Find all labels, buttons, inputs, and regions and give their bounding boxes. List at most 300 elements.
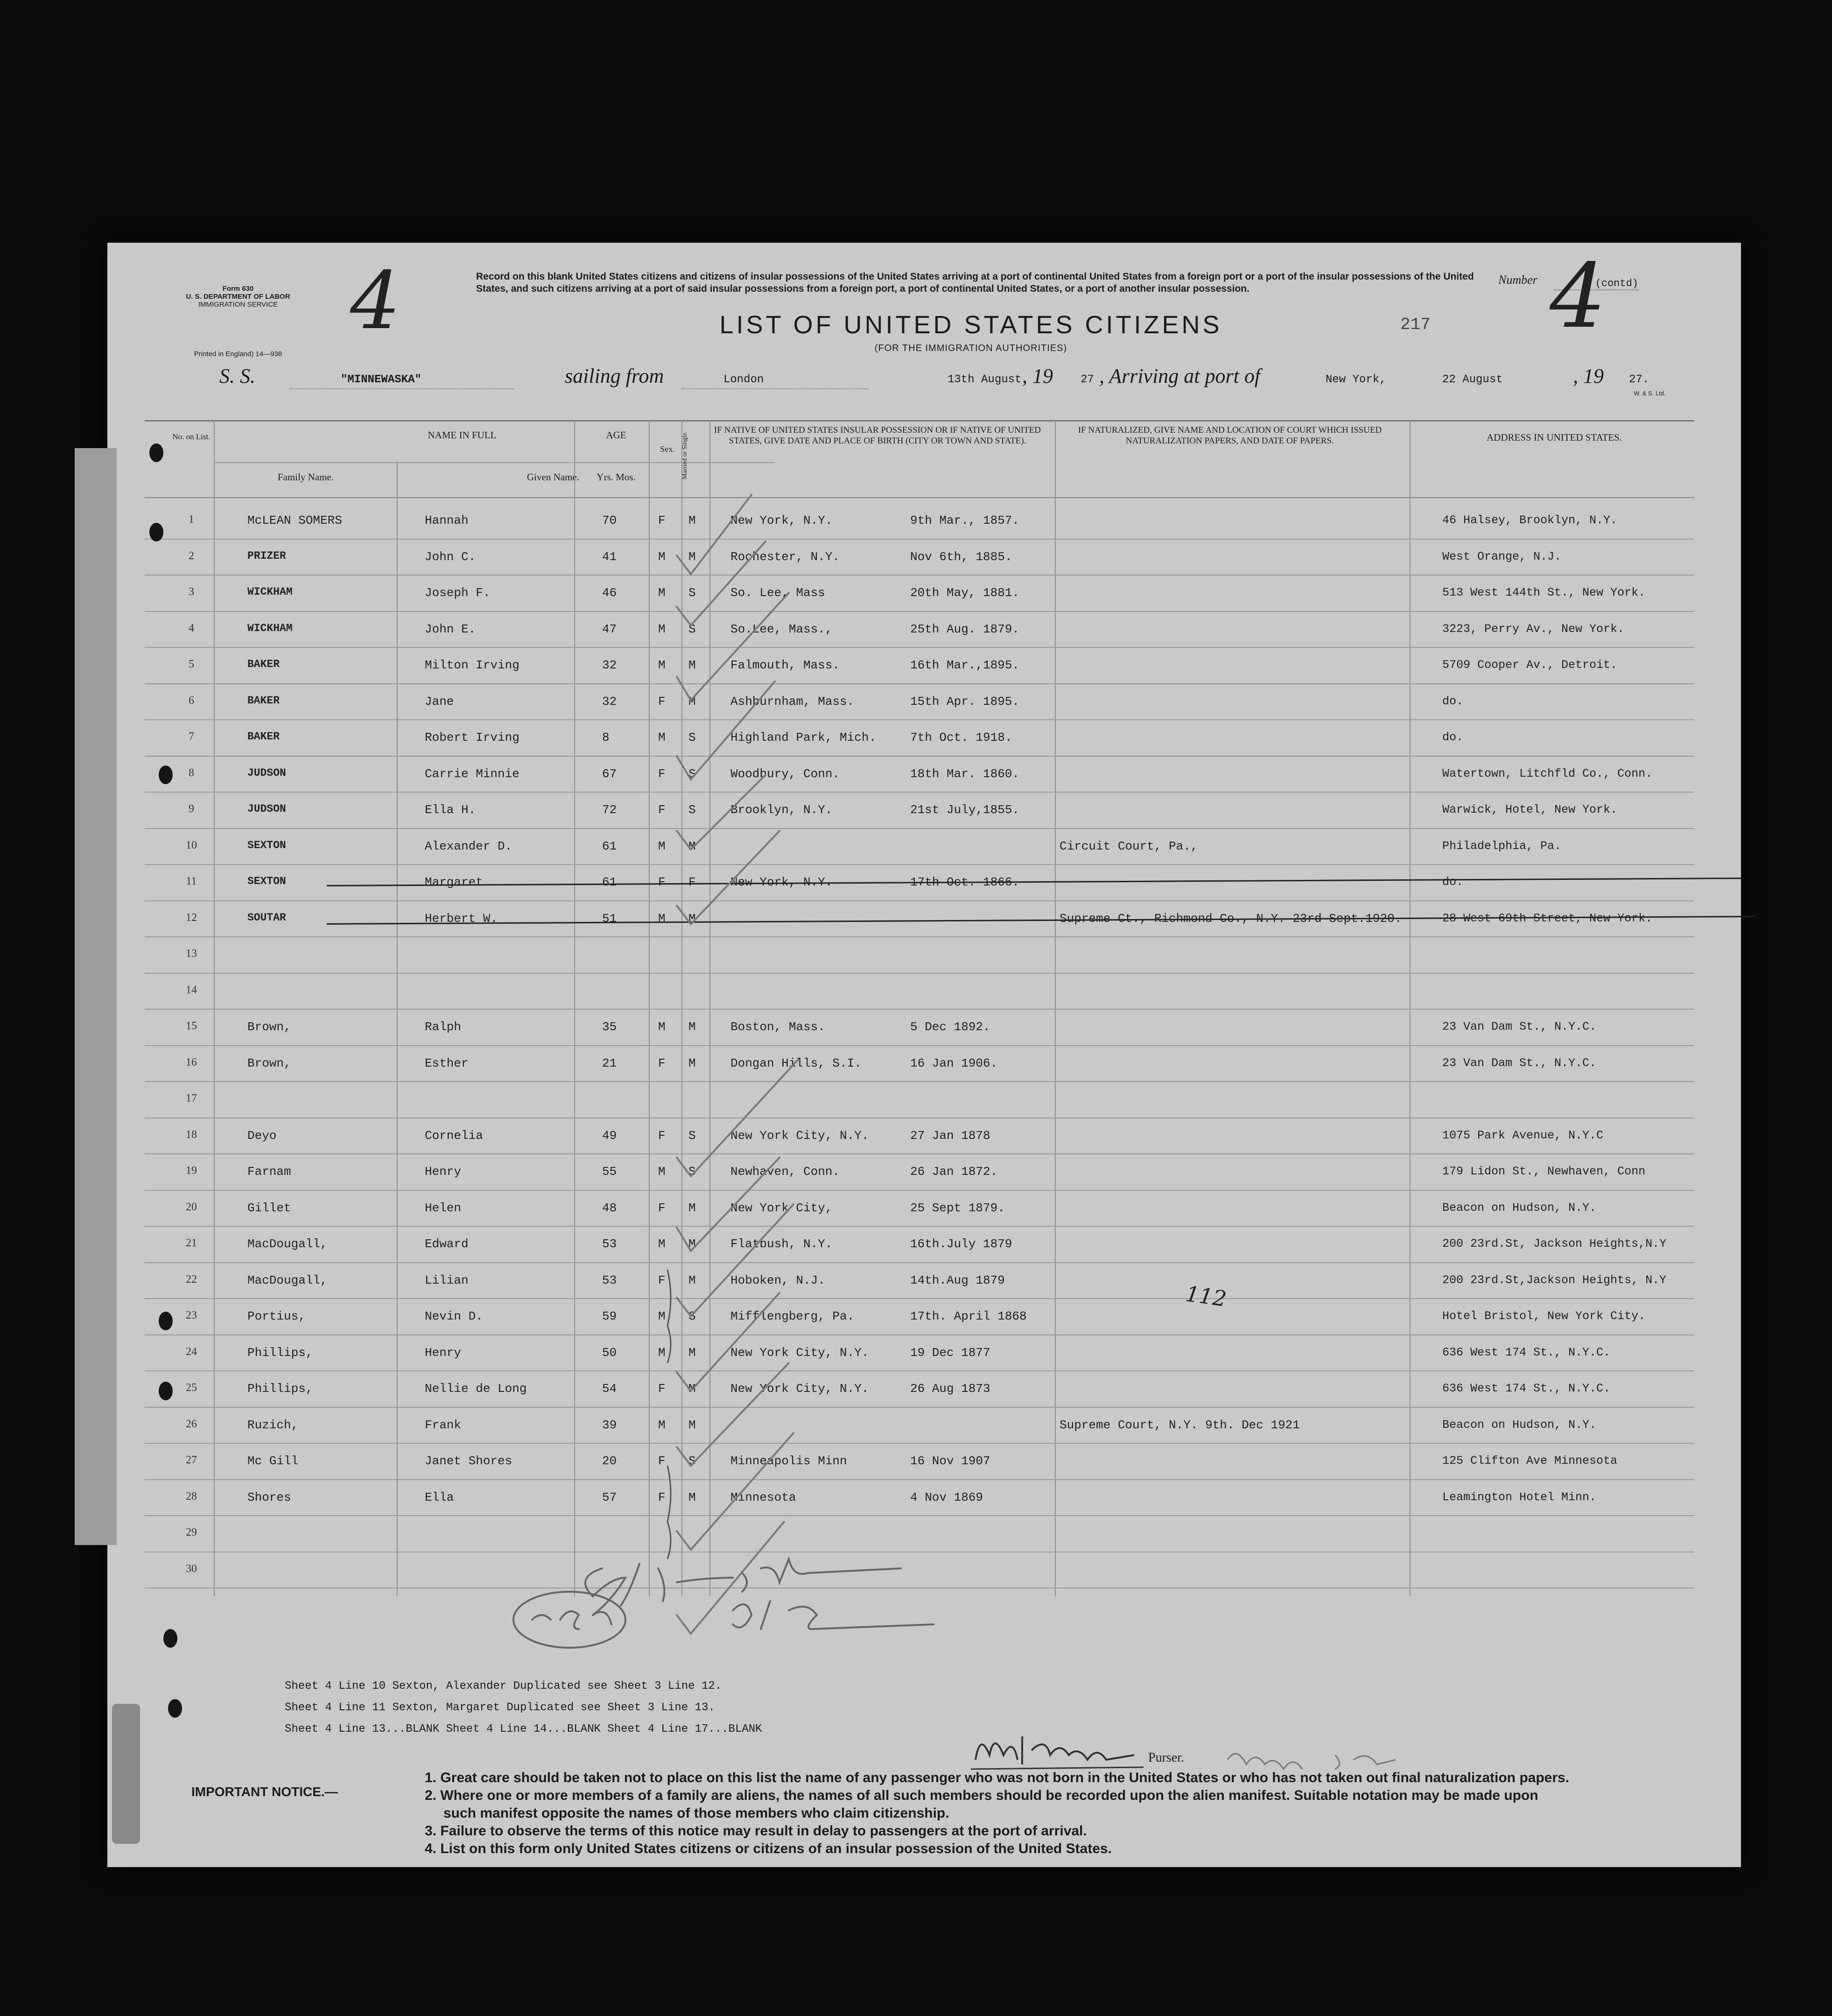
row-number: 18 xyxy=(186,1128,197,1141)
table-row xyxy=(107,1336,1741,1373)
table-row xyxy=(107,866,1741,902)
col-yrs-mos: Yrs. Mos. xyxy=(597,471,636,483)
age: 61 xyxy=(602,875,617,889)
number-label: Number xyxy=(1498,273,1537,287)
given-name: Cornelia xyxy=(425,1128,483,1143)
birth-date: 19 Dec 1877 xyxy=(910,1345,990,1360)
birth-place: Minneapolis Minn xyxy=(730,1454,847,1468)
row-rule xyxy=(145,1081,1694,1082)
marital-status: S xyxy=(688,766,696,781)
family-name: WICKHAM xyxy=(247,622,293,634)
binder-hole xyxy=(159,1382,173,1400)
family-name: Phillips, xyxy=(247,1382,313,1396)
arriving-label: , Arriving at port of xyxy=(1099,365,1261,387)
row-number: 13 xyxy=(186,948,197,960)
sex: F xyxy=(658,766,666,781)
given-name: Joseph F. xyxy=(425,586,491,600)
address: do. xyxy=(1442,875,1464,889)
table-top-rule xyxy=(145,420,1694,421)
consular-stamp-edge xyxy=(112,1704,140,1844)
row-number: 6 xyxy=(189,694,194,707)
naturalization-court: Circuit Court, Pa., xyxy=(1060,839,1198,853)
table-row xyxy=(107,1481,1741,1517)
age: 57 xyxy=(602,1490,617,1504)
ss-label: S. S. xyxy=(219,365,255,387)
marital-status: M xyxy=(688,658,696,672)
form-id-block xyxy=(163,285,313,309)
row-number: 21 xyxy=(186,1237,197,1249)
row-number: 19 xyxy=(186,1165,197,1177)
birth-date: 26 Aug 1873 xyxy=(910,1382,990,1396)
naturalization-court: Supreme Ct., Richmond Co., N.Y. 23rd Sept.1920. xyxy=(1060,911,1402,926)
row-number: 14 xyxy=(186,983,197,996)
row-number: 27 xyxy=(186,1454,197,1466)
col-address: ADDRESS IN UNITED STATES. xyxy=(1487,432,1622,443)
birth-date: 17th. April 1868 xyxy=(910,1309,1027,1323)
address: Leamington Hotel Minn. xyxy=(1442,1490,1597,1504)
sex: F xyxy=(658,803,666,817)
birth-date: 5 Dec 1892. xyxy=(910,1020,990,1034)
age: 39 xyxy=(602,1418,617,1432)
check-mark-6 xyxy=(677,831,779,924)
row-rule xyxy=(145,1226,1694,1227)
address: 200 23rd.St,Jackson Heights, N.Y xyxy=(1442,1273,1667,1287)
birth-place: Newhaven, Conn. xyxy=(730,1165,840,1179)
address: West Orange, N.J. xyxy=(1442,549,1562,563)
table-row xyxy=(107,541,1741,577)
row-rule xyxy=(145,1190,1694,1191)
sex: M xyxy=(658,1418,666,1432)
footer-note-2: Sheet 4 Line 11 Sexton, Margaret Duplicated see Sheet 3 Line 13. xyxy=(285,1701,715,1714)
sex: F xyxy=(658,1273,666,1287)
family-name: BAKER xyxy=(247,658,280,670)
row-rule xyxy=(145,792,1694,793)
form-number: Form 630 xyxy=(222,285,254,293)
given-name: Milton Irving xyxy=(425,658,519,672)
age: 50 xyxy=(602,1345,617,1360)
family-name: McLEAN SOMERS xyxy=(247,513,342,527)
family-name: Gillet xyxy=(247,1201,291,1215)
birth-place: New York City, N.Y. xyxy=(730,1345,869,1360)
marital-status: M xyxy=(688,1382,696,1396)
birth-date: 15th Apr. 1895. xyxy=(910,694,1020,709)
row-number: 8 xyxy=(189,766,194,779)
row-rule xyxy=(145,973,1694,974)
given-name: Margaret xyxy=(425,875,483,889)
birth-date: 26 Jan 1872. xyxy=(910,1165,998,1179)
row-number: 10 xyxy=(186,839,197,851)
naturalization-court: Supreme Court, N.Y. 9th. Dec 1921 xyxy=(1060,1418,1300,1432)
address: 636 West 174 St., N.Y.C. xyxy=(1442,1382,1611,1395)
sex: M xyxy=(658,1345,666,1360)
given-name: Henry xyxy=(425,1345,462,1360)
given-name: Nevin D. xyxy=(425,1309,483,1323)
birth-place: Minnesota xyxy=(730,1490,796,1504)
birth-place: Mifflengberg, Pa. xyxy=(730,1309,855,1323)
marital-status: M xyxy=(688,549,696,564)
table-row xyxy=(107,1155,1741,1192)
scribble-1 xyxy=(585,1559,901,1615)
row-rule xyxy=(145,575,1694,576)
age: 61 xyxy=(602,839,617,853)
family-name: WICKHAM xyxy=(247,586,293,598)
marital-status: M xyxy=(688,911,696,926)
address: 636 West 174 St., N.Y.C. xyxy=(1442,1345,1611,1359)
family-name: PRIZER xyxy=(247,549,286,562)
birth-date: 25 Sept 1879. xyxy=(910,1201,1005,1215)
birth-place: New York, N.Y. xyxy=(730,875,833,889)
marital-status: S xyxy=(688,1165,696,1179)
binder-hole xyxy=(149,443,163,462)
birth-place: Falmouth, Mass. xyxy=(730,658,840,672)
sex: M xyxy=(658,1309,666,1323)
port-to: New York, xyxy=(1326,373,1386,386)
row-number: 9 xyxy=(189,803,194,815)
check-mark-4 xyxy=(677,681,775,780)
depart-date: 13th August xyxy=(948,373,1022,386)
passenger-rows xyxy=(107,504,1741,1596)
birth-place: So.Lee, Mass., xyxy=(730,622,833,636)
table-row xyxy=(107,1083,1741,1119)
sex: M xyxy=(658,622,666,636)
row-number: 28 xyxy=(186,1490,197,1503)
age: 32 xyxy=(602,658,617,672)
address: 125 Clifton Ave Minnesota xyxy=(1442,1454,1618,1468)
family-name: MacDougall, xyxy=(247,1237,328,1251)
row-number: 16 xyxy=(186,1056,197,1068)
row-rule xyxy=(145,1479,1694,1480)
circled-note xyxy=(513,1592,625,1648)
address: do. xyxy=(1442,731,1464,744)
port-from: London xyxy=(723,373,764,386)
birth-place: New York City, N.Y. xyxy=(730,1382,869,1396)
birth-date: 25th Aug. 1879. xyxy=(910,622,1020,636)
age: 21 xyxy=(602,1056,617,1070)
marital-status: M xyxy=(688,513,696,527)
row-rule xyxy=(145,1153,1694,1154)
given-name: Jane xyxy=(425,694,454,709)
table-row xyxy=(107,613,1741,649)
col-sex: Sex. xyxy=(660,444,675,454)
col-family: Family Name. xyxy=(277,471,334,483)
address: 200 23rd.St, Jackson Heights,N.Y xyxy=(1442,1237,1667,1250)
age: 20 xyxy=(602,1454,617,1468)
given-name: Esther xyxy=(425,1056,469,1070)
family-name: MacDougall, xyxy=(247,1273,328,1287)
number-value: (contd) xyxy=(1554,278,1638,290)
address: do. xyxy=(1442,694,1464,708)
sex: M xyxy=(658,658,666,672)
address: 513 West 144th St., New York. xyxy=(1442,586,1646,599)
marital-status: M xyxy=(688,1345,696,1360)
hand-number-left: 4 xyxy=(350,255,401,347)
family-name: SOUTAR xyxy=(247,911,286,924)
row-rule xyxy=(145,864,1694,865)
age: 51 xyxy=(602,911,617,926)
family-name: Portius, xyxy=(247,1309,306,1323)
birth-place: So. Lee, Mass xyxy=(730,586,825,600)
family-name: Brown, xyxy=(247,1020,291,1034)
table-row xyxy=(107,758,1741,794)
year-1: 27 xyxy=(1081,373,1094,386)
marital-status: M xyxy=(688,694,696,709)
year-label-2: , 19 xyxy=(1573,365,1604,387)
birth-place: New York City, N.Y. xyxy=(730,1128,869,1143)
row-rule xyxy=(145,900,1694,901)
row-number: 17 xyxy=(186,1092,197,1104)
row-rule xyxy=(145,756,1694,757)
family-name: JUDSON xyxy=(247,766,286,779)
check-mark-1 xyxy=(677,495,751,574)
marital-status: M xyxy=(688,1490,696,1504)
table-row xyxy=(107,938,1741,975)
marital-status: M xyxy=(688,1237,696,1251)
row-number: 5 xyxy=(189,658,194,670)
binder-hole xyxy=(168,1699,182,1718)
notice-item-2: 2. Where one or more members of a family are aliens, the names of all such members should be recorded upon the alien manifest. Suitable notation may be made upon xyxy=(425,1788,1538,1803)
family-name: Mc Gill xyxy=(247,1454,299,1468)
age: 67 xyxy=(602,766,617,781)
sex: M xyxy=(658,586,666,600)
table-row xyxy=(107,830,1741,866)
birth-date: 4 Nov 1869 xyxy=(910,1490,983,1504)
address: Beacon on Hudson, N.Y. xyxy=(1442,1418,1597,1432)
age: 41 xyxy=(602,549,617,564)
address: 46 Halsey, Brooklyn, N.Y. xyxy=(1442,513,1618,527)
table-row xyxy=(107,576,1741,613)
col-given: Given Name. xyxy=(527,471,579,483)
given-name: Frank xyxy=(425,1418,462,1432)
birth-place: Ashburnham, Mass. xyxy=(730,694,855,709)
sex: M xyxy=(658,1165,666,1179)
col-married: Married or Single. xyxy=(681,431,688,479)
ship-rule xyxy=(289,388,513,389)
family-name: SEXTON xyxy=(247,839,286,851)
check-mark-7 xyxy=(677,1060,798,1176)
instructions: Record on this blank United States citizens and citizens of insular possessions of the United States arriving at a port of continental United States from a foreign port or a port of the insular possessions of the United States, and such citizens arriving at a port of said insular possessions from a foreign port, a port of continental United States, or a port of another insular possession. xyxy=(476,271,1474,294)
birth-place: Woodbury, Conn. xyxy=(730,766,840,781)
col-age: AGE xyxy=(606,429,626,441)
address: 23 Van Dam St., N.Y.C. xyxy=(1442,1020,1597,1033)
age: 48 xyxy=(602,1201,617,1215)
row-rule xyxy=(145,1443,1694,1444)
hand-number-right: 4 xyxy=(1550,245,1606,348)
marital-status: S xyxy=(688,1128,696,1143)
col-no: No. on List. xyxy=(172,432,211,441)
given-name: Lilian xyxy=(425,1273,469,1287)
birth-place: Rochester, N.Y. xyxy=(730,549,840,564)
table-row xyxy=(107,1047,1741,1083)
age: 72 xyxy=(602,803,617,817)
printed-in: Printed in England) 14—938 xyxy=(194,350,282,358)
row-number: 26 xyxy=(186,1418,197,1430)
row-number: 7 xyxy=(189,731,194,743)
table-row xyxy=(107,1119,1741,1156)
marital-status: M xyxy=(688,1201,696,1215)
given-name: Ella xyxy=(425,1490,454,1504)
family-name: Shores xyxy=(247,1490,291,1504)
row-rule xyxy=(145,1009,1694,1010)
check-mark-5 xyxy=(677,775,765,850)
birth-date: Nov 6th, 1885. xyxy=(910,549,1012,564)
address: 5709 Cooper Av., Detroit. xyxy=(1442,658,1618,672)
birth-date: 17th Oct. 1866. xyxy=(910,875,1020,889)
row-rule xyxy=(145,1370,1694,1371)
row-number: 12 xyxy=(186,911,197,924)
marital-status: M xyxy=(688,1273,696,1287)
family-name: Deyo xyxy=(247,1128,277,1143)
age: 49 xyxy=(602,1128,617,1143)
age: 54 xyxy=(602,1382,617,1396)
col-birth: IF NATIVE OF UNITED STATES INSULAR POSSESSION OR IF NATIVE OF UNITED STATES, GIVE DATE AND PLACE OF BIRTH (CITY OR TOWN AND STATE). xyxy=(714,425,1041,446)
birth-place: Brooklyn, N.Y. xyxy=(730,803,833,817)
age: 53 xyxy=(602,1237,617,1251)
birth-date: 7th Oct. 1918. xyxy=(910,731,1012,745)
voyage-line xyxy=(107,364,1741,397)
row-rule xyxy=(145,1262,1694,1263)
row-rule xyxy=(145,611,1694,612)
given-name: Ella H. xyxy=(425,803,476,817)
given-name: Hannah xyxy=(425,513,469,527)
row-number: 2 xyxy=(189,549,194,562)
age: 8 xyxy=(602,731,610,745)
family-name: Ruzich, xyxy=(247,1418,299,1432)
circled-scribble xyxy=(532,1611,611,1629)
table-row xyxy=(107,721,1741,758)
footer-note-3: Sheet 4 Line 13...BLANK Sheet 4 Line 14...BLANK Sheet 4 Line 17...BLANK xyxy=(285,1723,762,1735)
sex: F xyxy=(658,1454,666,1468)
sex: F xyxy=(658,1056,666,1070)
birth-date: 18th Mar. 1860. xyxy=(910,766,1020,781)
bracket-1 xyxy=(667,1270,671,1363)
row-rule xyxy=(145,828,1694,829)
birth-date: 21st July,1855. xyxy=(910,803,1020,817)
family-name: Phillips, xyxy=(247,1345,313,1360)
printer-mark: W. & S. Ltd. xyxy=(1634,390,1666,397)
binder-hole xyxy=(159,766,173,784)
family-name: Brown, xyxy=(247,1056,291,1070)
sex: M xyxy=(658,911,666,926)
binder-hole xyxy=(159,1312,173,1330)
address: Beacon on Hudson, N.Y. xyxy=(1442,1201,1597,1215)
sailing-label: sailing from xyxy=(565,365,664,387)
row-rule xyxy=(145,647,1694,648)
row-number: 25 xyxy=(186,1382,197,1394)
row-number: 23 xyxy=(186,1309,197,1321)
given-name: Helen xyxy=(425,1201,462,1215)
age: 47 xyxy=(602,622,617,636)
table-row xyxy=(107,1409,1741,1445)
marital-status: S xyxy=(688,803,696,817)
table-row xyxy=(107,1445,1741,1481)
marital-status: S xyxy=(688,731,696,745)
age: 32 xyxy=(602,694,617,709)
ship-name: "MINNEWASKA" xyxy=(341,373,421,386)
given-name: Nellie de Long xyxy=(425,1382,527,1396)
given-name: Carrie Minnie xyxy=(425,766,519,781)
year-label-1: , 19 xyxy=(1022,365,1053,387)
table-row xyxy=(107,1264,1741,1300)
row-number: 29 xyxy=(186,1526,197,1538)
row-rule xyxy=(145,1298,1694,1299)
age: 35 xyxy=(602,1020,617,1034)
table-row xyxy=(107,1192,1741,1228)
marital-status: M xyxy=(688,1020,696,1034)
birth-place: New York City, xyxy=(730,1201,833,1215)
row-rule xyxy=(145,683,1694,684)
sex: F xyxy=(658,694,666,709)
row-rule xyxy=(145,1117,1694,1118)
footer-notes xyxy=(285,1676,1405,1740)
address: Watertown, Litchfld Co., Conn. xyxy=(1442,766,1653,780)
address: 1075 Park Avenue, N.Y.C xyxy=(1442,1128,1604,1142)
notice-label: IMPORTANT NOTICE.— xyxy=(191,1784,338,1799)
table-row xyxy=(107,794,1741,830)
col-name-in-full: NAME IN FULL xyxy=(428,429,497,441)
purser-signature xyxy=(971,1727,1148,1774)
birth-date: 16th.July 1879 xyxy=(910,1237,1012,1251)
given-name: Ralph xyxy=(425,1020,462,1034)
table-row xyxy=(107,1372,1741,1409)
row-number: 24 xyxy=(186,1345,197,1358)
year-2: 27. xyxy=(1629,373,1650,386)
sex: F xyxy=(658,875,666,889)
birth-place: Dongan Hills, S.I. xyxy=(730,1056,862,1070)
marital-status: M xyxy=(688,839,696,853)
birth-date: 16 Nov 1907 xyxy=(910,1454,990,1468)
age: 53 xyxy=(602,1273,617,1287)
marital-status: M xyxy=(688,1418,696,1432)
binder-hole xyxy=(149,523,163,541)
marital-status: S xyxy=(688,622,696,636)
given-name: John E. xyxy=(425,622,476,636)
binder-hole xyxy=(163,1629,177,1648)
birth-place: Boston, Mass. xyxy=(730,1020,825,1034)
birth-date: 14th.Aug 1879 xyxy=(910,1273,1005,1287)
sex: F xyxy=(658,1490,666,1504)
given-name: Robert Irving xyxy=(425,731,519,745)
birth-place: Hoboken, N.J. xyxy=(730,1273,825,1287)
form-subtitle: (FOR THE IMMIGRATION AUTHORITIES) xyxy=(874,343,1067,353)
row-number: 30 xyxy=(186,1562,197,1575)
row-number: 15 xyxy=(186,1020,197,1032)
purser-label: Purser. xyxy=(1148,1750,1184,1765)
birth-date: 16th Mar.,1895. xyxy=(910,658,1020,672)
department: U. S. DEPARTMENT OF LABOR xyxy=(186,293,290,301)
address: 3223, Perry Av., New York. xyxy=(1442,622,1625,636)
table-row xyxy=(107,1011,1741,1047)
sex: F xyxy=(658,513,666,527)
table-row xyxy=(107,649,1741,685)
marital-status: F xyxy=(688,875,696,889)
family-name: Farnam xyxy=(247,1165,291,1179)
row-number: 20 xyxy=(186,1201,197,1213)
hand-scribble xyxy=(490,1540,1050,1662)
table-row xyxy=(107,504,1741,541)
row-rule xyxy=(145,936,1694,937)
family-name: JUDSON xyxy=(247,803,286,815)
manifest-sheet xyxy=(107,243,1741,1867)
port-from-rule xyxy=(681,388,868,389)
age: 59 xyxy=(602,1309,617,1323)
notice-item-3: 3. Failure to observe the terms of this notice may result in delay to passengers at the port of arrival. xyxy=(425,1823,1087,1839)
table-head-rule xyxy=(145,497,1694,498)
family-name: BAKER xyxy=(247,731,280,743)
scribble-2 xyxy=(733,1601,934,1629)
age: 55 xyxy=(602,1165,617,1179)
birth-place: Flatbush, N.Y. xyxy=(730,1237,833,1251)
notice-item-2b: such manifest opposite the names of those members who claim citizenship. xyxy=(443,1805,949,1821)
